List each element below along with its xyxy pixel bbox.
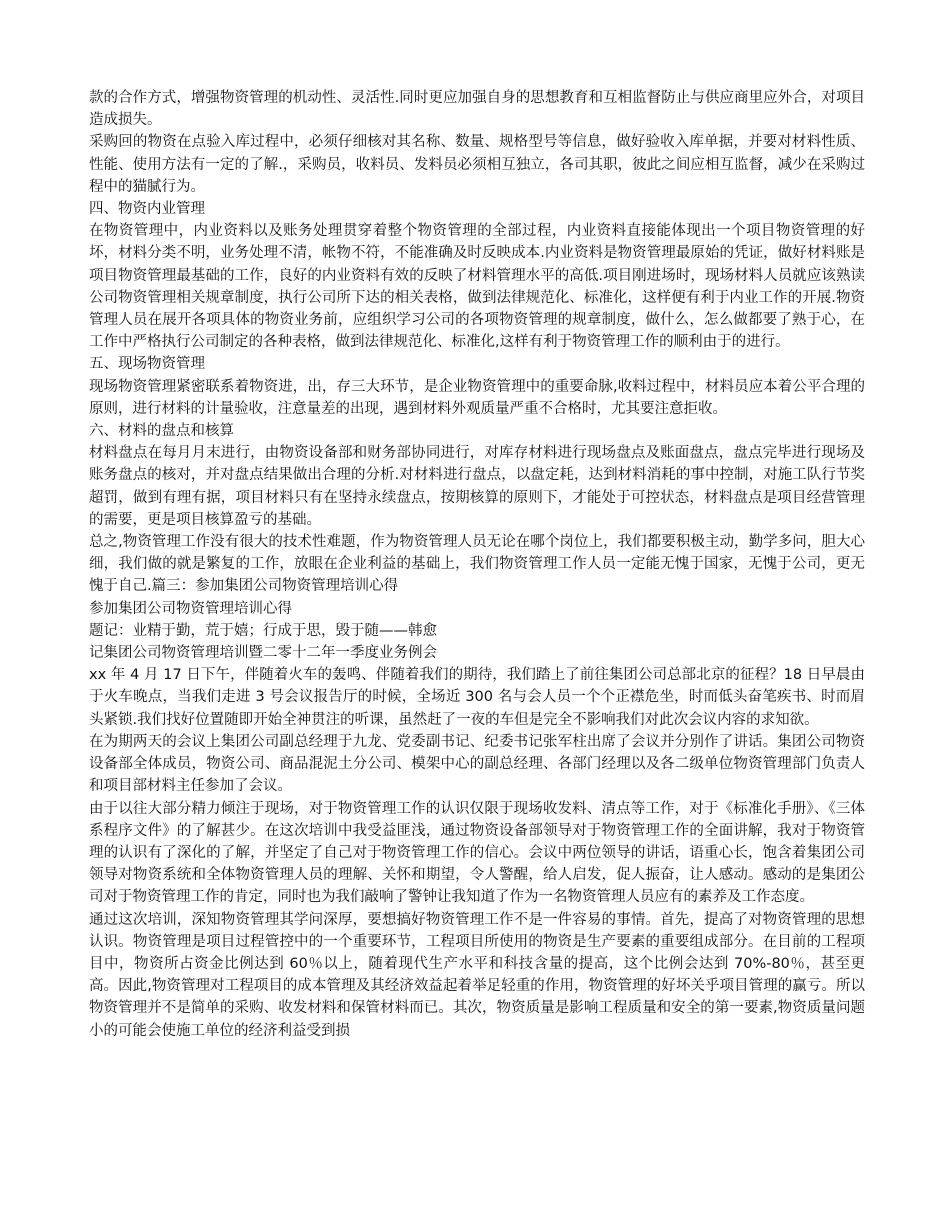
section-heading: 六、材料的盘点和核算 [89,423,234,440]
section-heading: 五、现场物资管理 [89,356,205,373]
paragraph: 在为期两天的会议上集团公司副总经理于九龙、党委副书记、纪委书记张军柱出席了会议并分别作了讲话。集团公司物资设备部全体成员，物资公司、商品混泥土分公司、模架中心的副总经理、各部门经理以及各二级单位物资管理部门负责人和项目部材料主任参加了会议。 [89,733,865,795]
paragraph: 通过这次培训，深知物资管理其学问深厚，要想搞好物资管理工作不是一件容易的事情。首先，提高了对物资管理的思想认识。物资管理是项目过程管控中的一个重要环节，工程项目所使用的物资是生产要素的重要组成部分。在目前的工程项目中，物资所占资金比例达到 60％以上，随着现代生产水平和科技含量的提高，这个比例会达到 70%-80％，甚至更高。因此,物资管理对工程项目的成本管理及其经济效益起着举足轻重的作用，物资管理的好坏关乎项目管理的赢亏。所以物资管理并不是简单的采购、收发材料和保管材料而已。其次，物资质量是影响工程质量和安全的第一要素,物资质量问题小的可能会使施工单位的经济利益受到损 [89,911,865,1039]
paragraph: xx 年 4 月 17 日下午，伴随着火车的轰鸣、伴随着我们的期待，我们踏上了前往集团公司总部北京的征程？18 日早晨由于火车晚点，当我们走进 3 号会议报告厅的时候，全场近 300 名与会人员一个个正襟危坐，时而低头奋笔疾书、时而眉头紧锁.我们找好位置随即开始全神贯注的听课，虽然赶了一夜的车但是完全不影响我们对此次会议内容的求知欲。 [89,667,865,728]
paragraph: 现场物资管理紧密联系着物资进，出，存三大环节，是企业物资管理中的重要命脉,收料过程中，材料员应本着公平合理的原则，进行材料的计量验收，注意量差的出现，遇到材料外观质量严重不合格时，尤其要注意拒收。 [89,378,865,417]
paragraph: 由于以往大部分精力倾注于现场，对于物资管理工作的认识仅限于现场收发料、清点等工作，对于《标准化手册》、《三体系程序文件》的了解甚少。在这次培训中我受益匪浅，通过物资设备部领导对于物资管理工作的全面讲解，我对于物资管理的认识有了深化的了解，并坚定了自己对于物资管理工作的信心。会议中两位领导的讲话，语重心长，饱含着集团公司领导对物资系统和全体物资管理人员的理解、关怀和期望，令人警醒，给人启发，促人振奋，让人感动。感动的是集团公司对于物资管理工作的肯定，同时也为我们敲响了警钟让我知道了作为一名物资管理人员应有的素养及工作态度。 [89,800,865,906]
paragraph: 在物资管理中，内业资料以及账务处理贯穿着整个物资管理的全部过程，内业资料直接能体现出一个项目物资管理的好坏，材料分类不明，业务处理不清，帐物不符，不能准确及时反映成本.内业资料是物资管理最原始的凭证，做好材料账是项目物资管理最基础的工作，良好的内业资料有效的反映了材料管理水平的高低.项目刚进场时，现场材料人员就应该熟读公司物资管理相关规章制度，执行公司所下达的相关表格，做到法律规范化、标准化，这样便有利于内业工作的开展.物资管理人员在展开各项具体的物资业务前，应组织学习公司的各项物资管理的规章制度，做什么，怎么做都要了熟于心，在工作中严格执行公司制定的各种表格，做到法律规范化、标准化,这样有利于物资管理工作的顺利由于的进行。 [89,223,865,351]
article-title: 参加集团公司物资管理培训心得 [89,600,292,617]
document-body [89,87,865,1042]
paragraph: 材料盘点在每月月末进行，由物资设备部和财务部协同进行，对库存材料进行现场盘点及账面盘点，盘点完毕进行现场及账务盘点的核对，并对盘点结果做出合理的分析.对材料进行盘点，以盘定耗，达到材料消耗的事中控制，对施工队行节奖超罚，做到有理有据，项目材料只有在坚持永续盘点，按期核算的原则下，才能处于可控状态，材料盘点是项目经营管理的需要，更是项目核算盈亏的基础。 [89,445,865,528]
paragraph: 采购回的物资在点验入库过程中，必须仔细核对其名称、数量、规格型号等信息，做好验收入库单据，并要对材料性质、性能、使用方法有一定的了解.，采购员，收料员、发料员必须相互独立，各司其职，彼此之间应相互监督，减少在采购过程中的猫腻行为。 [89,134,865,195]
section-heading: 四、物资内业管理 [89,201,205,218]
paragraph: 款的合作方式，增强物资管理的机动性、灵活性.同时更应加强自身的思想教育和互相监督防止与供应商里应外合，对项目造成损失。 [89,90,865,129]
epigraph: 题记：业精于勤，荒于嬉；行成于思，毁于随——韩愈 [89,622,437,639]
paragraph: 总之,物资管理工作没有很大的技术性难题，作为物资管理人员无论在哪个岗位上，我们都要积极主动，勤学多问，胆大心细，我们做的就是繁复的工作，放眼在企业利益的基础上，我们物资管理工作人员一定能无愧于国家，无愧于公司，更无愧于自己.篇三：参加集团公司物资管理培训心得 [89,534,865,595]
article-subtitle: 记集团公司物资管理培训暨二零十二年一季度业务例会 [89,645,437,662]
